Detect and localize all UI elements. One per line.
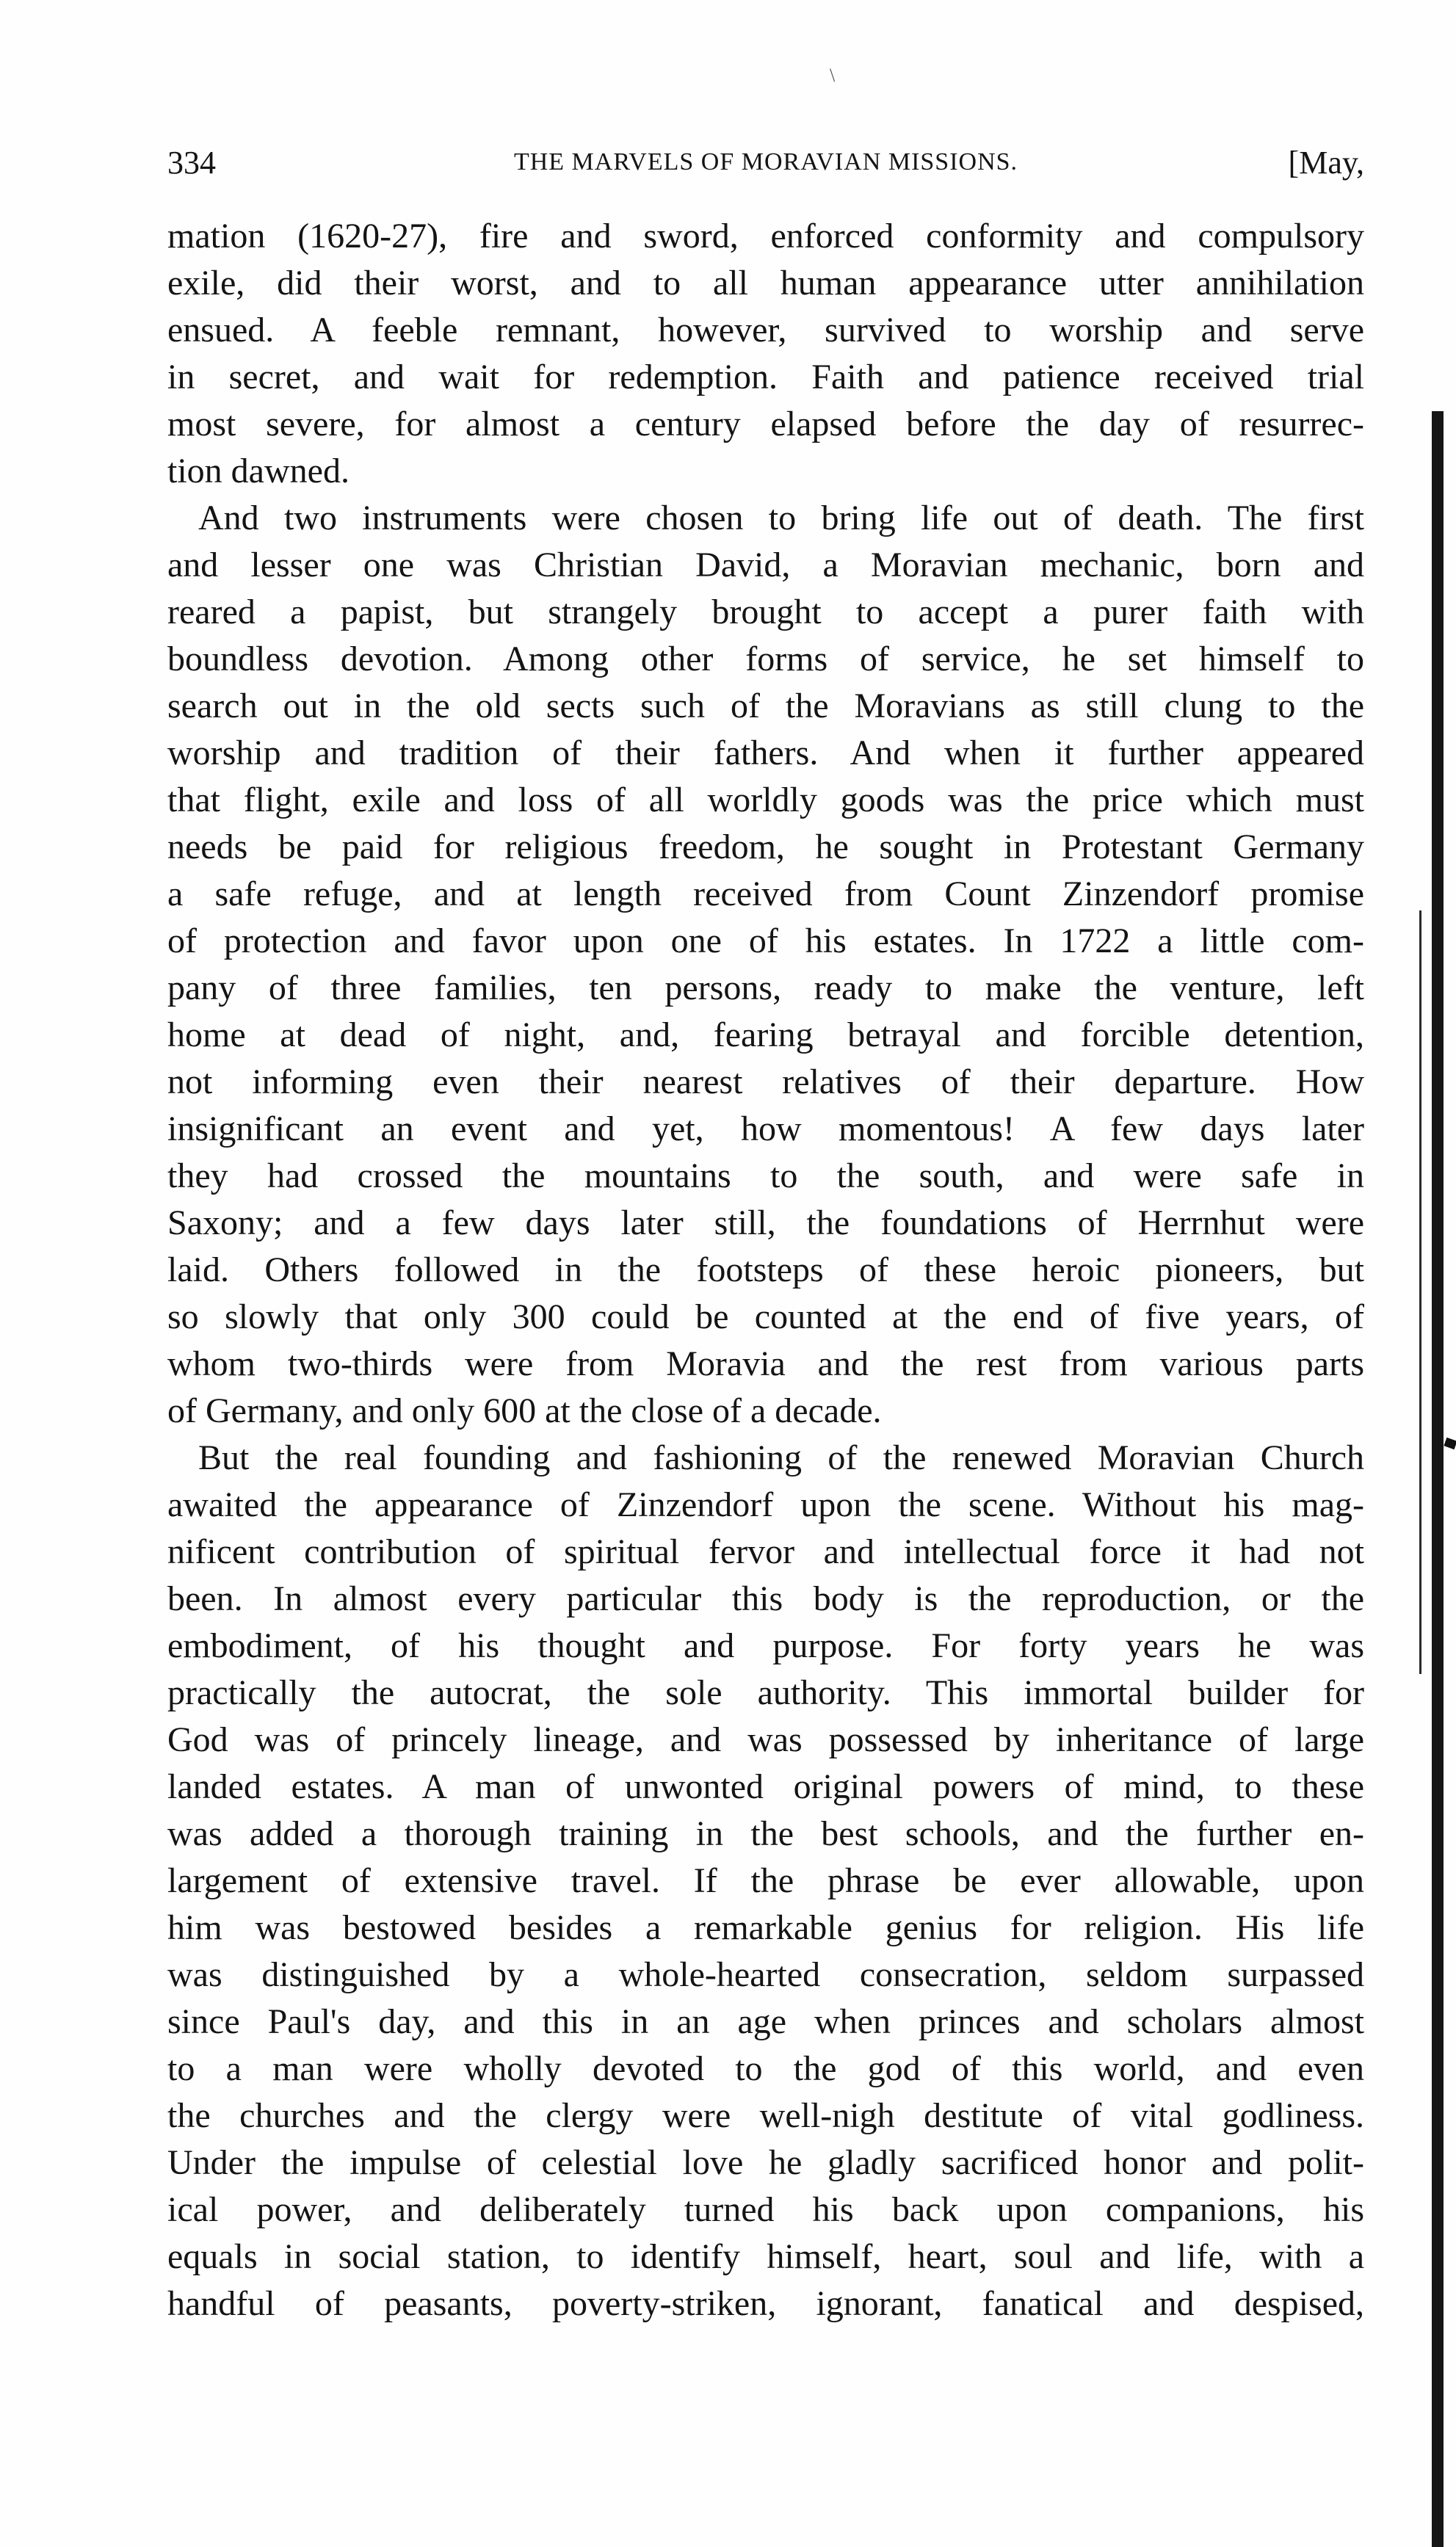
text-line: so slowly that only 300 could be counted at the end of five years, of [167,1297,1364,1336]
running-date: [May, [1288,145,1364,181]
text-line: was distinguished by a whole-hearted consecration, seldom surpassed [167,1955,1364,1994]
text-line: in secret, and wait for redemption. Faith and patience received trial [167,358,1364,396]
running-title: THE MARVELS OF MORAVIAN MISSIONS. [513,148,1018,175]
body-text [167,213,1364,2327]
text-line: been. In almost every particular this body is the reproduction, or the [167,1579,1364,1618]
text-line: needs be paid for religious freedom, he sought in Protestant Germany [167,827,1364,866]
text-line: handful of peasants, poverty-striken, ignorant, fanatical and despised, [167,2284,1364,2323]
binding-tick [1444,1438,1456,1449]
text-line: ensued. A feeble remnant, however, survived to worship and serve [167,311,1364,349]
text-line: boundless devotion. Among other forms of service, he set himself to [167,640,1364,678]
page-number: 334 [167,145,216,181]
text-line: equals in social station, to identify himself, heart, soul and life, with a [167,2237,1364,2276]
text-line: was added a thorough training in the best schools, and the further en- [167,1814,1364,1853]
text-line: pany of three families, ten persons, ready to make the venture, left [167,968,1364,1007]
text-line: reared a papist, but strangely brought to accept a purer faith with [167,593,1364,631]
text-line: that flight, exile and loss of all worldly goods was the price which must [167,780,1364,819]
text-line: the churches and the clergy were well-nigh destitute of vital godliness. [167,2096,1364,2135]
text-line: home at dead of night, and, fearing betrayal and forcible detention, [167,1015,1364,1054]
text-line: God was of princely lineage, and was possessed by inheritance of large [167,1720,1364,1759]
text-line: awaited the appearance of Zinzendorf upon the scene. Without his mag- [167,1485,1364,1524]
running-head [167,144,1364,188]
text-line: not informing even their nearest relatives of their departure. How [167,1062,1364,1101]
text-line: search out in the old sects such of the Moravians as still clung to the [167,686,1364,725]
text-line: mation (1620-27), fire and sword, enforced conformity and compulsory [167,217,1364,256]
text-line: him was bestowed besides a remarkable genius for religion. His life [167,1908,1364,1947]
binding-shadow-thin [1419,910,1421,1674]
text-line: ical power, and deliberately turned his back upon companions, his [167,2190,1364,2229]
text-line: embodiment, of his thought and purpose. For forty years he was [167,1626,1364,1665]
text-line: Saxony; and a few days later still, the foundations of Herrnhut were [167,1203,1364,1242]
binding-shadow [1432,411,1444,2547]
stray-mark: \ [830,65,836,86]
text-line: landed estates. A man of unwonted original powers of mind, to these [167,1767,1364,1806]
text-line: laid. Others followed in the footsteps of these heroic pioneers, but [167,1250,1364,1289]
text-line: practically the autocrat, the sole authority. This immortal builder for [167,1673,1364,1712]
text-line: since Paul's day, and this in an age when princes and scholars almost [167,2002,1364,2041]
text-line: worship and tradition of their fathers. And when it further appeared [167,733,1364,772]
text-line: and lesser one was Christian David, a Moravian mechanic, born and [167,546,1364,584]
text-line: insignificant an event and yet, how momentous! A few days later [167,1109,1364,1148]
text-line: of Germany, and only 600 at the close of a decade. [167,1391,882,1430]
text-line: exile, did their worst, and to all human appearance utter annihilation [167,264,1364,302]
text-line: nificent contribution of spiritual fervor and intellectual force it had not [167,1532,1364,1571]
text-line: tion dawned. [167,452,349,490]
text-line: a safe refuge, and at length received from Count Zinzendorf promise [167,874,1364,913]
text-line: largement of extensive travel. If the phrase be ever allowable, upon [167,1861,1364,1900]
text-line: to a man were wholly devoted to the god of this world, and even [167,2049,1364,2088]
text-line: And two instruments were chosen to bring life out of death. The first [198,499,1364,537]
text-line: whom two-thirds were from Moravia and the rest from various parts [167,1344,1364,1383]
text-line: most severe, for almost a century elapsed before the day of resurrec- [167,405,1364,443]
text-line: of protection and favor upon one of his estates. In 1722 a little com- [167,921,1364,960]
text-line: Under the impulse of celestial love he gladly sacrificed honor and polit- [167,2143,1364,2182]
text-line: they had crossed the mountains to the south, and were safe in [167,1156,1364,1195]
text-line: But the real founding and fashioning of the renewed Moravian Church [198,1438,1364,1477]
